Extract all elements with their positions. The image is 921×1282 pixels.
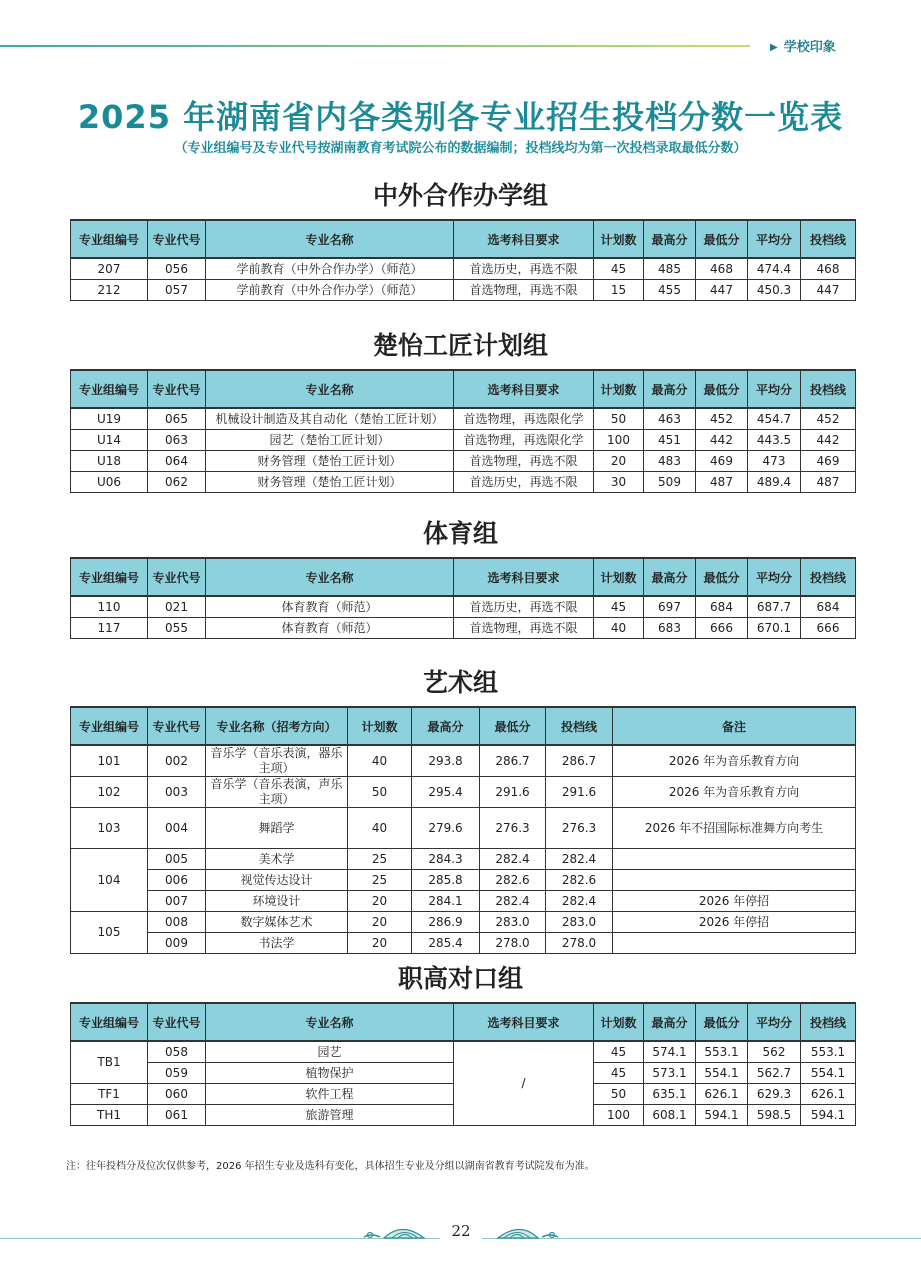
footnote: 注：往年投档分及位次仅供参考，2026 年招生专业及选科有变化，具体招生专业及分组以湖南省教育考试院发布为准。 [66, 1161, 595, 1172]
cell: 687.7 [748, 596, 801, 618]
table-row [71, 777, 856, 808]
header-cutoff: 投档线 [801, 220, 856, 258]
table-header-row [71, 558, 856, 596]
cell: 284.1 [412, 891, 480, 912]
cell: 30 [594, 472, 644, 493]
header-group-code: 专业组编号 [71, 707, 148, 745]
cell: 20 [348, 891, 412, 912]
page-subtitle: （专业组编号及专业代号按湖南教育考试院公布的数据编制；投档线均为第一次投档录取最低分数） [174, 141, 747, 156]
cell: 207 [71, 258, 148, 280]
cell: 282.6 [546, 870, 613, 891]
cell: 295.4 [412, 777, 480, 808]
group-code-cell: 103 [71, 808, 148, 849]
header-major-code: 专业代号 [148, 370, 206, 408]
cell: 594.1 [801, 1105, 856, 1126]
cell: 45 [594, 258, 644, 280]
header-avg: 平均分 [748, 558, 801, 596]
cell: 005 [148, 849, 206, 870]
cell: 学前教育（中外合作办学）（师范） [206, 280, 454, 301]
cell: 2026 年为音乐教育方向 [613, 745, 856, 777]
cell: 学前教育（中外合作办学）（师范） [206, 258, 454, 280]
group-code-cell: 101 [71, 745, 148, 777]
cell: 056 [148, 258, 206, 280]
header-group-code: 专业组编号 [71, 558, 148, 596]
cell: 50 [594, 1084, 644, 1105]
header-cutoff: 投档线 [801, 558, 856, 596]
header-major-name: 专业名称 [206, 1003, 454, 1041]
cell: 软件工程 [206, 1084, 454, 1105]
cell: 25 [348, 849, 412, 870]
header-plan: 计划数 [348, 707, 412, 745]
cell: 286.7 [546, 745, 613, 777]
header-max: 最高分 [644, 558, 696, 596]
cell: 474.4 [748, 258, 801, 280]
cell: 469 [801, 451, 856, 472]
table-art [70, 706, 856, 954]
cell: 059 [148, 1063, 206, 1084]
group-code-cell: TF1 [71, 1084, 148, 1105]
cell: 282.4 [480, 891, 546, 912]
header-max: 最高分 [644, 220, 696, 258]
header-plan: 计划数 [594, 220, 644, 258]
cell: 15 [594, 280, 644, 301]
cell: 021 [148, 596, 206, 618]
cell: 285.8 [412, 870, 480, 891]
table-row [71, 891, 856, 912]
cell: 293.8 [412, 745, 480, 777]
cell: 视觉传达设计 [206, 870, 348, 891]
cell: 财务管理（楚怡工匠计划） [206, 451, 454, 472]
cell: 285.4 [412, 933, 480, 954]
cell: 666 [801, 618, 856, 639]
cell: 553.1 [801, 1041, 856, 1063]
table-row [71, 933, 856, 954]
cell: 40 [348, 745, 412, 777]
cloud-ornament-right-icon [488, 1219, 560, 1241]
cell: 278.0 [480, 933, 546, 954]
cell: U14 [71, 430, 148, 451]
table-chuyi [70, 369, 856, 493]
cell: 首选物理，再选不限 [454, 618, 594, 639]
header-min: 最低分 [696, 1003, 748, 1041]
header-group-code: 专业组编号 [71, 370, 148, 408]
section-tag-label: 学校印象 [783, 40, 836, 55]
cell: 487 [801, 472, 856, 493]
header-major-name: 专业名称 [206, 370, 454, 408]
cell: 机械设计制造及其自动化（楚怡工匠计划） [206, 408, 454, 430]
header-avg: 平均分 [748, 370, 801, 408]
cell: 061 [148, 1105, 206, 1126]
cell: 452 [801, 408, 856, 430]
header-subject-req: 选考科目要求 [454, 558, 594, 596]
cell: 004 [148, 808, 206, 849]
cell: 697 [644, 596, 696, 618]
cell: 063 [148, 430, 206, 451]
cell: 美术学 [206, 849, 348, 870]
cell [613, 933, 856, 954]
header-group-code: 专业组编号 [71, 220, 148, 258]
table-row [71, 596, 856, 618]
cell: 666 [696, 618, 748, 639]
cell: 282.4 [480, 849, 546, 870]
table-header-row [71, 220, 856, 258]
table-row [71, 849, 856, 870]
header-cutoff: 投档线 [801, 1003, 856, 1041]
cell: 626.1 [696, 1084, 748, 1105]
cell: 442 [801, 430, 856, 451]
cell: 483 [644, 451, 696, 472]
cell: 植物保护 [206, 1063, 454, 1084]
cell: 282.4 [546, 849, 613, 870]
cell: 音乐学（音乐表演，声乐主项） [206, 777, 348, 808]
cell: 首选物理，再选不限 [454, 280, 594, 301]
cell: 283.0 [546, 912, 613, 933]
cell: 447 [696, 280, 748, 301]
group-title-sports: 体育组 [422, 519, 498, 548]
cell: 058 [148, 1041, 206, 1063]
cell: 体育教育（师范） [206, 596, 454, 618]
cell: U18 [71, 451, 148, 472]
header-cutoff: 投档线 [801, 370, 856, 408]
cell: 447 [801, 280, 856, 301]
cell: 455 [644, 280, 696, 301]
header-remarks: 备注 [613, 707, 856, 745]
cell: 598.5 [748, 1105, 801, 1126]
cell: 006 [148, 870, 206, 891]
cell: 003 [148, 777, 206, 808]
cell: 684 [696, 596, 748, 618]
page-number: 22 [440, 1222, 482, 1240]
subject-req-cell: / [454, 1041, 594, 1126]
cell: 057 [148, 280, 206, 301]
cell: 20 [594, 451, 644, 472]
cell: 562.7 [748, 1063, 801, 1084]
cell: 454.7 [748, 408, 801, 430]
cell: 554.1 [801, 1063, 856, 1084]
cell: 首选物理，再选不限 [454, 451, 594, 472]
cell [613, 849, 856, 870]
cell: 276.3 [546, 808, 613, 849]
cell: 数字媒体艺术 [206, 912, 348, 933]
cell: 2026 年不招国际标准舞方向考生 [613, 808, 856, 849]
cell: 首选历史，再选不限 [454, 258, 594, 280]
cell: 469 [696, 451, 748, 472]
cell: 2026 年为音乐教育方向 [613, 777, 856, 808]
cell: 50 [348, 777, 412, 808]
cloud-ornament-left-icon [362, 1219, 434, 1241]
cell: 574.1 [644, 1041, 696, 1063]
cell: 282.6 [480, 870, 546, 891]
cell: 443.5 [748, 430, 801, 451]
cell: 212 [71, 280, 148, 301]
header-plan: 计划数 [594, 1003, 644, 1041]
header-min: 最低分 [696, 370, 748, 408]
cell [613, 870, 856, 891]
header-subject-req: 选考科目要求 [454, 370, 594, 408]
cell: 553.1 [696, 1041, 748, 1063]
header-min: 最低分 [696, 558, 748, 596]
cell: 40 [594, 618, 644, 639]
cell: 首选历史，再选不限 [454, 472, 594, 493]
cell: 064 [148, 451, 206, 472]
header-subject-req: 选考科目要求 [454, 1003, 594, 1041]
cell: 50 [594, 408, 644, 430]
table-row [71, 618, 856, 639]
cell: 060 [148, 1084, 206, 1105]
cell: 279.6 [412, 808, 480, 849]
cell: 002 [148, 745, 206, 777]
group-title-chuyi: 楚怡工匠计划组 [372, 331, 548, 360]
table-row [71, 430, 856, 451]
cell: 009 [148, 933, 206, 954]
page-title: 2025 年湖南省内各类别各专业招生投档分数一览表 [77, 98, 844, 136]
table-row [71, 408, 856, 430]
cell: 451 [644, 430, 696, 451]
cell: 278.0 [546, 933, 613, 954]
cell: 100 [594, 430, 644, 451]
cell: 首选历史，再选不限 [454, 596, 594, 618]
header-divider [0, 45, 750, 47]
cell: U19 [71, 408, 148, 430]
table-row [71, 870, 856, 891]
cell: 45 [594, 1063, 644, 1084]
table-sports [70, 557, 856, 639]
cell: 629.3 [748, 1084, 801, 1105]
cell: 体育教育（师范） [206, 618, 454, 639]
table-row [71, 280, 856, 301]
triangle-right-icon: ▶ [770, 42, 778, 53]
cell: 旅游管理 [206, 1105, 454, 1126]
section-tag [770, 36, 836, 55]
cell: 065 [148, 408, 206, 430]
cell: 683 [644, 618, 696, 639]
header-max: 最高分 [644, 1003, 696, 1041]
cell: 100 [594, 1105, 644, 1126]
cell: 舞蹈学 [206, 808, 348, 849]
cell: 684 [801, 596, 856, 618]
cell: 473 [748, 451, 801, 472]
cell: 25 [348, 870, 412, 891]
cell: 40 [348, 808, 412, 849]
cell: 291.6 [480, 777, 546, 808]
cell: 573.1 [644, 1063, 696, 1084]
header-max: 最高分 [412, 707, 480, 745]
cell: 音乐学（音乐表演，器乐主项） [206, 745, 348, 777]
group-code-cell: 104 [71, 849, 148, 912]
cell: 635.1 [644, 1084, 696, 1105]
table-row [71, 745, 856, 777]
header-major-name: 专业名称 [206, 558, 454, 596]
cell: 首选物理，再选限化学 [454, 430, 594, 451]
cell: 062 [148, 472, 206, 493]
cell: 594.1 [696, 1105, 748, 1126]
cell: 286.9 [412, 912, 480, 933]
header-subject-req: 选考科目要求 [454, 220, 594, 258]
group-code-cell: TH1 [71, 1105, 148, 1126]
cell: 书法学 [206, 933, 348, 954]
cell: 008 [148, 912, 206, 933]
cell: 276.3 [480, 808, 546, 849]
cell: 2026 年停招 [613, 912, 856, 933]
table-row [71, 258, 856, 280]
cell: 468 [801, 258, 856, 280]
cell: 055 [148, 618, 206, 639]
cell: 286.7 [480, 745, 546, 777]
cell: 园艺（楚怡工匠计划） [206, 430, 454, 451]
header-avg: 平均分 [748, 1003, 801, 1041]
cell: 468 [696, 258, 748, 280]
cell: 291.6 [546, 777, 613, 808]
table-header-row [71, 1003, 856, 1041]
cell: 626.1 [801, 1084, 856, 1105]
cell: 园艺 [206, 1041, 454, 1063]
cell: 首选物理，再选限化学 [454, 408, 594, 430]
header-group-code: 专业组编号 [71, 1003, 148, 1041]
header-major-code: 专业代号 [148, 707, 206, 745]
header-avg: 平均分 [748, 220, 801, 258]
cell: 283.0 [480, 912, 546, 933]
group-title-vocational: 职高对口组 [397, 964, 523, 993]
table-vocational [70, 1002, 856, 1126]
header-cutoff: 投档线 [546, 707, 613, 745]
header-major-name: 专业名称 [206, 220, 454, 258]
cell: 环境设计 [206, 891, 348, 912]
header-major-code: 专业代号 [148, 558, 206, 596]
table-row [71, 451, 856, 472]
table-row [71, 472, 856, 493]
cell: 487 [696, 472, 748, 493]
header-min: 最低分 [696, 220, 748, 258]
table-row [71, 912, 856, 933]
cell: U06 [71, 472, 148, 493]
header-min: 最低分 [480, 707, 546, 745]
cell: 485 [644, 258, 696, 280]
cell: 608.1 [644, 1105, 696, 1126]
header-major-name: 专业名称（招考方向） [206, 707, 348, 745]
cell: 562 [748, 1041, 801, 1063]
cell: 282.4 [546, 891, 613, 912]
header-major-code: 专业代号 [148, 220, 206, 258]
cell: 45 [594, 1041, 644, 1063]
cell: 670.1 [748, 618, 801, 639]
cell: 2026 年停招 [613, 891, 856, 912]
cell: 509 [644, 472, 696, 493]
cell: 110 [71, 596, 148, 618]
cell: 007 [148, 891, 206, 912]
group-title-sino-foreign: 中外合作办学组 [372, 181, 548, 210]
table-row [71, 808, 856, 849]
group-code-cell: 105 [71, 912, 148, 954]
cell: 554.1 [696, 1063, 748, 1084]
cell: 20 [348, 933, 412, 954]
cell: 463 [644, 408, 696, 430]
cell: 452 [696, 408, 748, 430]
header-major-code: 专业代号 [148, 1003, 206, 1041]
header-max: 最高分 [644, 370, 696, 408]
cell: 489.4 [748, 472, 801, 493]
group-code-cell: TB1 [71, 1041, 148, 1084]
cell: 284.3 [412, 849, 480, 870]
cell: 20 [348, 912, 412, 933]
table-header-row [71, 370, 856, 408]
table-row [71, 1041, 856, 1063]
table-sino-foreign [70, 219, 856, 301]
header-plan: 计划数 [594, 370, 644, 408]
table-header-row [71, 707, 856, 745]
cell: 45 [594, 596, 644, 618]
cell: 财务管理（楚怡工匠计划） [206, 472, 454, 493]
cell: 450.3 [748, 280, 801, 301]
cell: 117 [71, 618, 148, 639]
group-code-cell: 102 [71, 777, 148, 808]
group-title-art: 艺术组 [422, 668, 498, 697]
header-plan: 计划数 [594, 558, 644, 596]
cell: 442 [696, 430, 748, 451]
